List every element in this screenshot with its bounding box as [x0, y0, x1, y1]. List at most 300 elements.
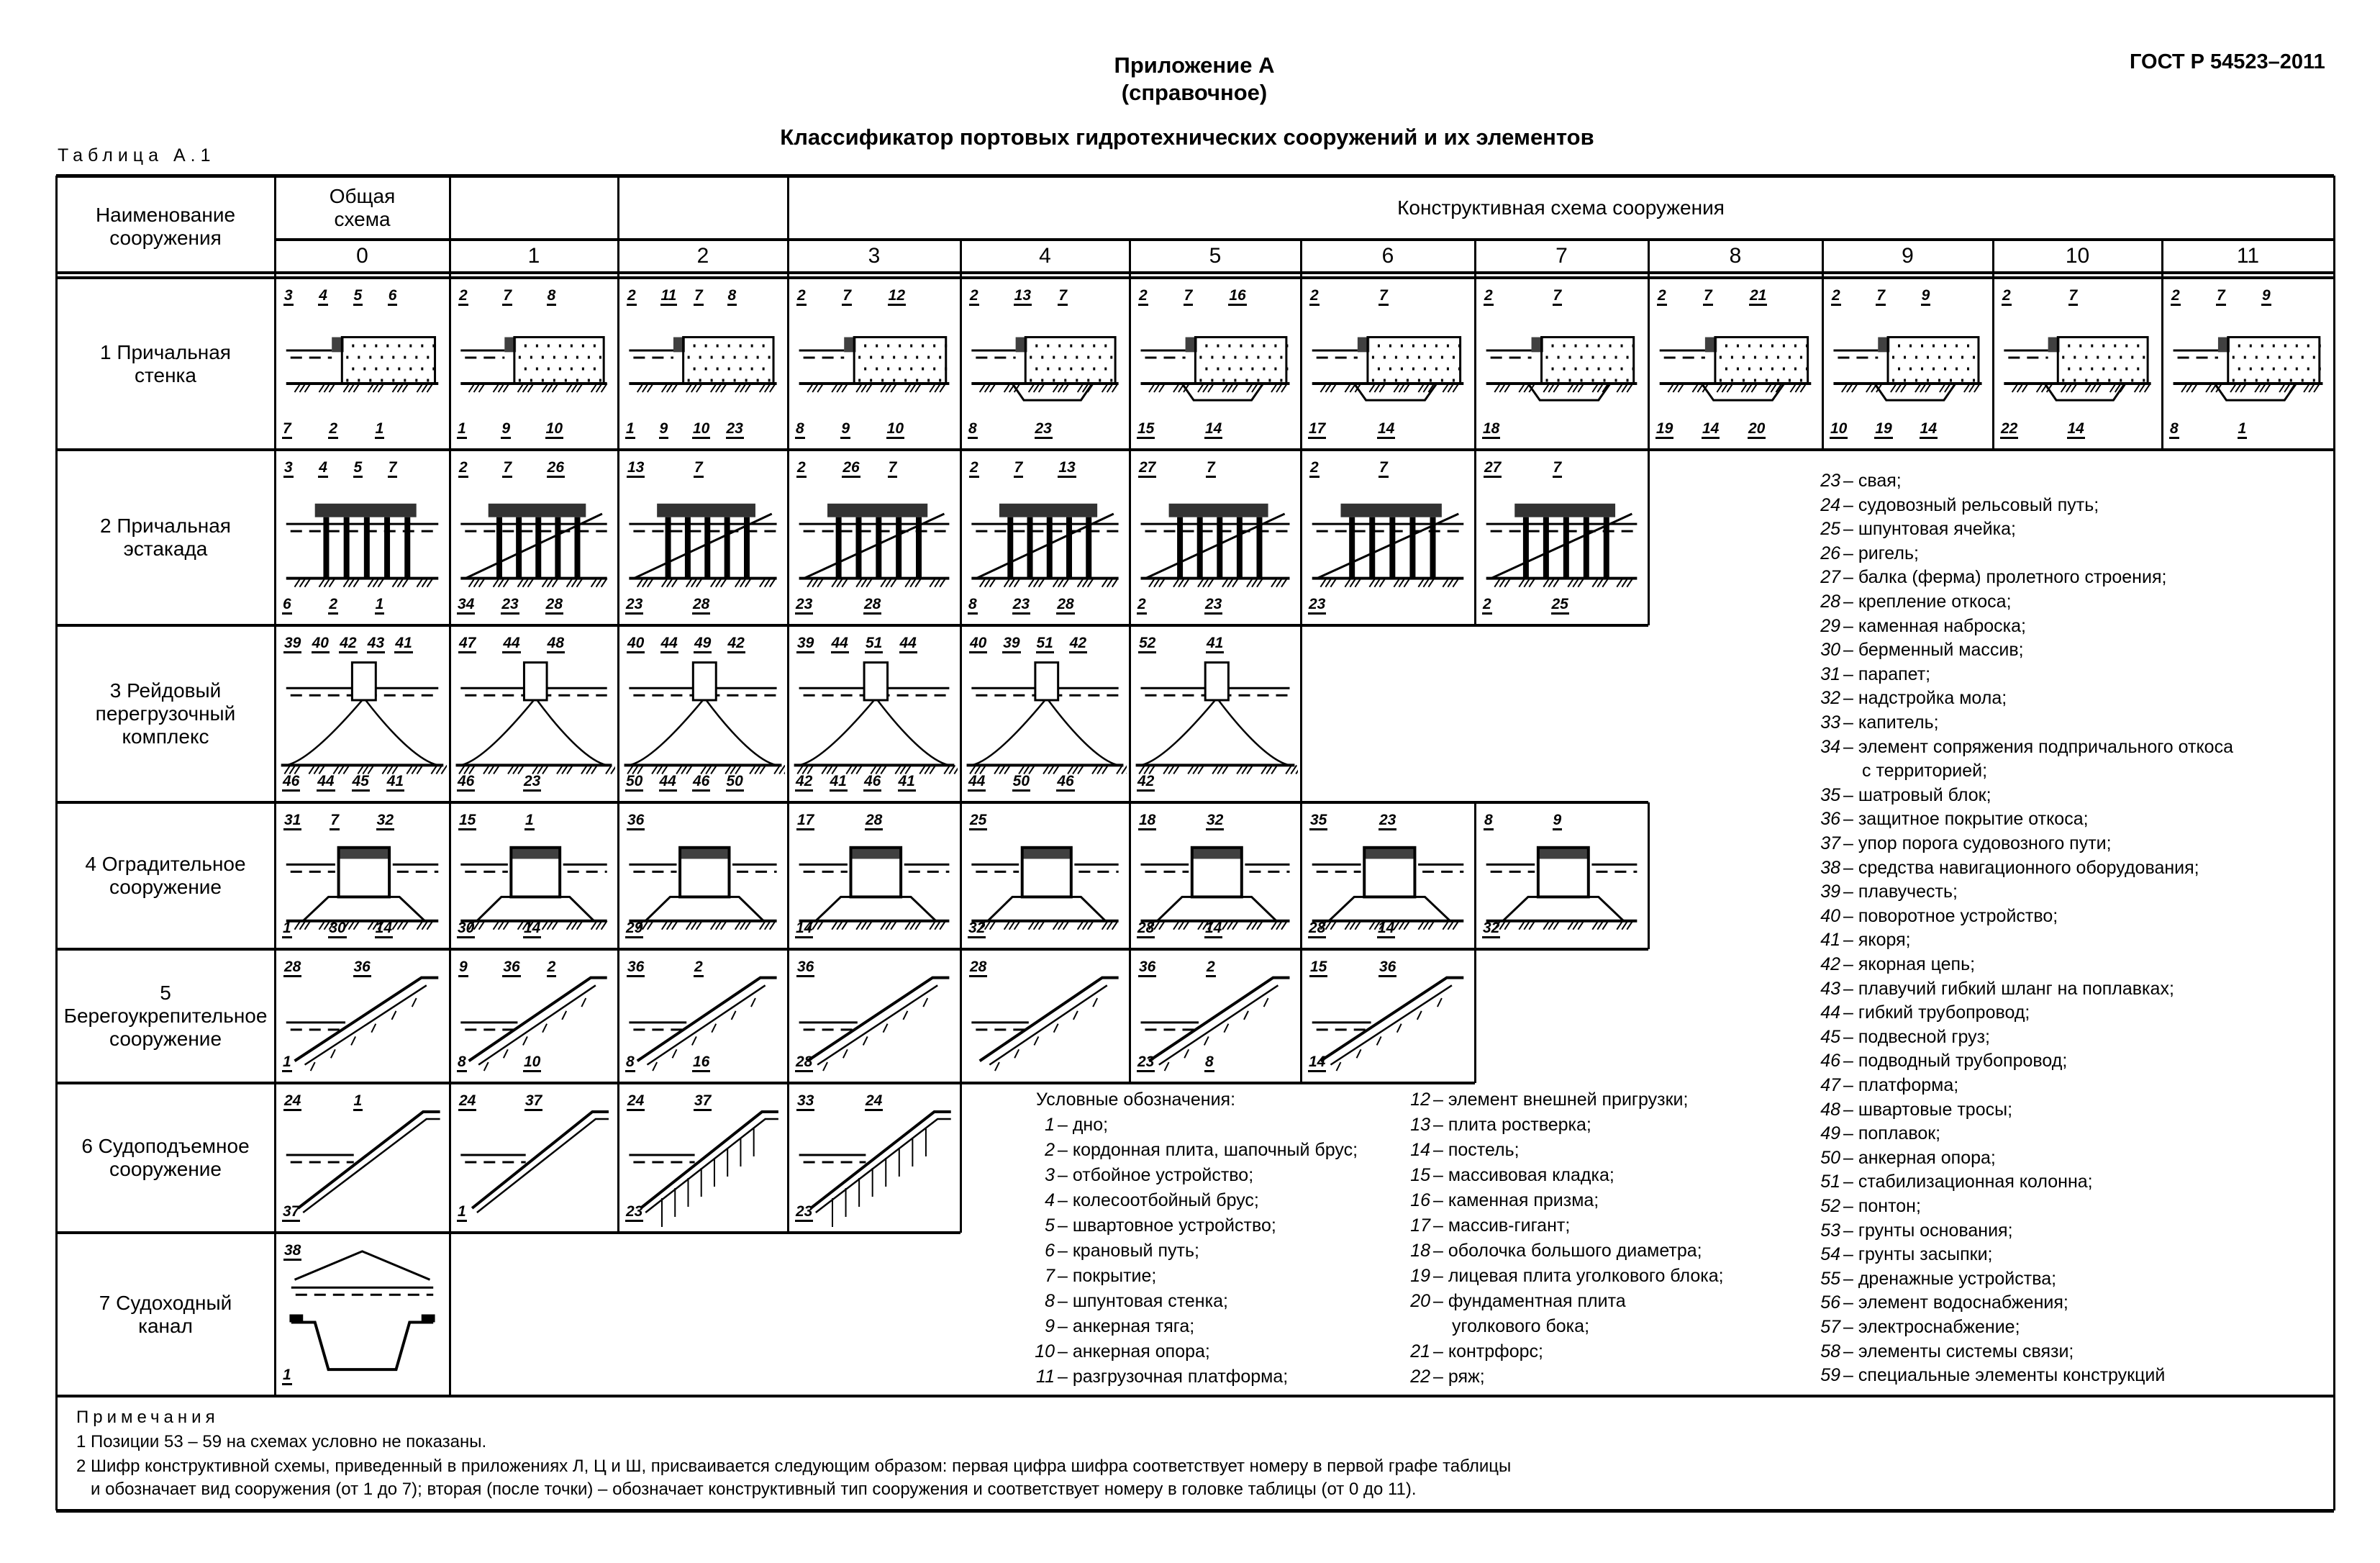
- legend-text: – крановый путь;: [1058, 1241, 1199, 1261]
- page-title: Классификатор портовых гидротехнических сооружений и их элементов: [780, 124, 1594, 150]
- callout-label: 7: [1206, 460, 1216, 478]
- legend-col3-item: [1799, 736, 2233, 758]
- legend-number: 54: [1820, 1244, 1840, 1265]
- callout-label: 1: [282, 920, 292, 938]
- callout-label: 10: [545, 421, 563, 439]
- callout-label: 2: [969, 288, 979, 306]
- legend-col3-item: [1799, 1099, 2012, 1120]
- legend-number: 8: [1045, 1291, 1055, 1311]
- callout-label: 23: [501, 597, 519, 615]
- legend-text: – балка (ферма) пролетного строения;: [1843, 567, 2167, 588]
- column-number-5: 5: [1209, 243, 1222, 268]
- legend-number: 58: [1820, 1341, 1840, 1362]
- scheme-1-9: [1825, 281, 1990, 447]
- callout-label: 22: [2000, 421, 2018, 439]
- legend-number: 29: [1820, 615, 1840, 636]
- notes-heading: Примечания: [76, 1408, 219, 1427]
- callout-label: 7: [282, 421, 292, 439]
- callout-label: 1: [524, 812, 535, 830]
- callout-label: 44: [968, 774, 986, 792]
- cell-rule: [1992, 278, 1994, 450]
- legend-text: – швартовые тросы;: [1843, 1099, 2013, 1120]
- scheme-drawing-icon: [1132, 628, 1298, 799]
- cell-rule: [1300, 949, 1302, 1083]
- scheme-2-6: [1304, 453, 1472, 622]
- callout-label: 39: [1002, 635, 1020, 653]
- column-number-4: 4: [1039, 243, 1051, 268]
- callout-label: 15: [1309, 959, 1327, 977]
- legend-col3-item: [1799, 929, 1911, 951]
- legend-text: – крепление откоса;: [1843, 592, 2012, 612]
- callout-label: 49: [694, 635, 712, 653]
- callout-label: 29: [625, 920, 643, 938]
- cell-rule: [449, 450, 451, 625]
- legend-text: – капитель;: [1843, 712, 1939, 733]
- legend-text: – контрфорс;: [1433, 1341, 1543, 1362]
- callout-label: 24: [283, 1093, 301, 1111]
- legend-title: Условные обозначения:: [1036, 1089, 1236, 1110]
- callout-label: 14: [2067, 421, 2085, 439]
- legend-number: 40: [1820, 905, 1840, 926]
- callout-label: 8: [1484, 812, 1494, 830]
- legend-col3-item: [1799, 905, 2058, 927]
- legend-number: 13: [1410, 1115, 1430, 1135]
- callout-label: 2: [969, 460, 979, 478]
- callout-label: 44: [502, 635, 520, 653]
- legend-text: – грунты засыпки;: [1843, 1244, 1993, 1265]
- legend-number: 56: [1820, 1292, 1840, 1313]
- appendix-name: Приложение А: [1114, 53, 1275, 78]
- appendix-type: (справочное): [1121, 80, 1268, 105]
- callout-label: 9: [1553, 812, 1563, 830]
- legend-text: – грунты основания;: [1843, 1220, 2013, 1241]
- callout-label: 7: [694, 288, 704, 306]
- legend-number: 24: [1820, 494, 1840, 515]
- scheme-1-10: [1996, 281, 2159, 447]
- legend-col3-item: [1799, 953, 1975, 975]
- legend-col2-item: [1389, 1366, 1485, 1387]
- cell-rule: [1300, 802, 1302, 949]
- scheme-5-6: [1304, 952, 1472, 1080]
- legend-text: – каменная призма;: [1433, 1190, 1599, 1210]
- legend-col2-item: [1389, 1114, 1591, 1136]
- legend-text: – массив-гигант;: [1433, 1215, 1571, 1236]
- scheme-5-4: [963, 952, 1127, 1080]
- callout-label: 14: [1377, 920, 1395, 938]
- table-bottom-border: [56, 1509, 2334, 1513]
- cell-rule: [1129, 625, 1131, 802]
- legend-number: 5: [1045, 1215, 1055, 1236]
- callout-label: 41: [830, 774, 848, 792]
- scheme-1-3: [791, 281, 958, 447]
- cell-rule: [960, 278, 962, 450]
- callout-label: 7: [2216, 288, 2226, 306]
- legend-col1-item: [1013, 1139, 1358, 1161]
- callout-label: 7: [1184, 288, 1194, 306]
- scheme-1-5: [1132, 281, 1298, 447]
- callout-label: 46: [692, 774, 710, 792]
- callout-label: 24: [865, 1093, 883, 1111]
- legend-text: – средства навигационного оборудования;: [1843, 857, 2199, 878]
- cell-rule: [449, 625, 451, 802]
- callout-label: 46: [863, 774, 881, 792]
- appendix-title: [1050, 52, 1338, 107]
- legend-number: 2: [1045, 1140, 1055, 1160]
- callout-label: 23: [795, 597, 813, 615]
- cell-rule: [787, 450, 789, 625]
- legend-col2-item: [1389, 1315, 1589, 1337]
- row-name-5: 5 Берегоукрепительное сооружение: [63, 982, 268, 1050]
- scheme-4-3: [791, 805, 958, 946]
- header-general-scheme: Общая схема: [329, 184, 396, 230]
- cell-rule: [787, 949, 789, 1083]
- legend-text: уголкового бока;: [1452, 1316, 1590, 1336]
- legend-text: – плавучесть;: [1843, 882, 1958, 902]
- callout-label: 2: [1138, 288, 1148, 306]
- legend-col3-item: [1799, 494, 2099, 516]
- legend-number: 34: [1820, 736, 1840, 757]
- legend-col2-item: [1389, 1341, 1543, 1362]
- legend-col3-item: [1799, 663, 1930, 685]
- callout-label: 44: [317, 774, 335, 792]
- callout-label: 1: [625, 421, 635, 439]
- legend-text: – якоря;: [1843, 930, 1911, 951]
- legend-text: – поплавок;: [1843, 1123, 1941, 1144]
- callout-label: 7: [330, 812, 340, 830]
- callout-label: 14: [1308, 1054, 1326, 1072]
- legend-col3-item: [1799, 1147, 1996, 1169]
- legend-text: – элементы системы связи;: [1843, 1341, 2074, 1362]
- callout-label: 27: [1138, 460, 1156, 478]
- legend-text: – анкерная опора;: [1058, 1341, 1210, 1362]
- cell-rule: [787, 802, 789, 949]
- legend-number: 37: [1820, 833, 1840, 853]
- legend-number: 27: [1820, 567, 1840, 588]
- legend-text: – каменная наброска;: [1843, 615, 2027, 636]
- legend-text: – якорная цепь;: [1843, 954, 1976, 974]
- scheme-6-3: [791, 1086, 958, 1230]
- callout-label: 9: [458, 959, 468, 977]
- legend-number: 30: [1820, 640, 1840, 661]
- scheme-1-8: [1651, 281, 1820, 447]
- legend-text: – надстройка мола;: [1843, 688, 2007, 709]
- legend-col3-item: [1799, 857, 2199, 879]
- table-label: Таблица А.1: [58, 145, 216, 166]
- legend-number: 41: [1820, 930, 1840, 951]
- legend-number: 12: [1410, 1089, 1430, 1110]
- callout-label: 26: [547, 460, 565, 478]
- cell-rule: [1129, 278, 1131, 450]
- callout-label: 42: [1137, 774, 1155, 792]
- callout-label: 35: [1309, 812, 1327, 830]
- callout-label: 33: [796, 1093, 814, 1111]
- legend-col3-item: [1799, 470, 1902, 491]
- callout-label: 43: [367, 635, 385, 653]
- callout-label: 1: [282, 1367, 292, 1385]
- cell-rule: [449, 278, 451, 450]
- legend-text: – элемент водоснабжения;: [1843, 1292, 2068, 1313]
- callout-label: 46: [1056, 774, 1074, 792]
- callout-label: 7: [1058, 288, 1068, 306]
- legend-text: – шпунтовая стенка;: [1058, 1291, 1228, 1311]
- callout-label: 32: [376, 812, 394, 830]
- callout-label: 6: [388, 288, 398, 306]
- scheme-7-0: [278, 1236, 447, 1393]
- legend-text: – оболочка большого диаметра;: [1433, 1241, 1702, 1261]
- legend-number: 14: [1410, 1140, 1430, 1160]
- legend-text: – берменный массив;: [1843, 640, 2024, 661]
- callout-label: 23: [726, 421, 744, 439]
- callout-label: 44: [660, 635, 678, 653]
- cell-rule: [960, 450, 962, 625]
- callout-label: 32: [968, 920, 986, 938]
- callout-label: 17: [796, 812, 814, 830]
- callout-label: 8: [547, 288, 557, 306]
- legend-number: 20: [1410, 1291, 1430, 1311]
- scheme-1-11: [2165, 281, 2331, 447]
- legend-col2-item: [1389, 1265, 1724, 1287]
- callout-label: 7: [888, 460, 898, 478]
- legend-text: – анкерная тяга;: [1058, 1316, 1195, 1336]
- callout-label: 31: [283, 812, 301, 830]
- callout-label: 1: [353, 1093, 363, 1111]
- scheme-drawing-icon: [963, 453, 1127, 622]
- callout-label: 2: [328, 597, 338, 615]
- callout-label: 9: [1921, 288, 1931, 306]
- callout-label: 32: [1482, 920, 1500, 938]
- legend-col3-item: [1799, 1123, 1940, 1144]
- scheme-drawing-icon: [791, 281, 958, 447]
- legend-col2-item: [1389, 1089, 1688, 1110]
- callout-label: 28: [1056, 597, 1074, 615]
- cell-rule: [449, 802, 451, 949]
- column-number-9: 9: [1902, 243, 1914, 268]
- legend-text: – ряж;: [1433, 1367, 1485, 1387]
- legend-text: с территорией;: [1862, 761, 1988, 782]
- callout-label: 28: [545, 597, 563, 615]
- callout-label: 50: [625, 774, 643, 792]
- callout-label: 2: [2171, 288, 2181, 306]
- legend-col2-item: [1389, 1139, 1520, 1161]
- notes-top-rule: [56, 1395, 2334, 1397]
- callout-label: 28: [1137, 920, 1155, 938]
- legend-number: 19: [1410, 1266, 1430, 1286]
- scheme-2-3: [791, 453, 958, 622]
- legend-col1-item: [1013, 1190, 1259, 1211]
- callout-label: 10: [692, 421, 710, 439]
- cell-rule: [960, 625, 962, 802]
- callout-label: 37: [694, 1093, 712, 1111]
- callout-label: 8: [795, 421, 805, 439]
- callout-label: 28: [692, 597, 710, 615]
- legend-number: 46: [1820, 1051, 1840, 1072]
- scheme-drawing-icon: [453, 453, 615, 622]
- callout-label: 19: [1874, 421, 1892, 439]
- legend-number: 51: [1820, 1172, 1840, 1192]
- callout-label: 42: [727, 635, 745, 653]
- legend-number: 49: [1820, 1123, 1840, 1144]
- legend-col3-item: [1799, 1316, 2020, 1338]
- callout-label: 2: [1309, 288, 1320, 306]
- legend-col1-item: [1013, 1164, 1253, 1186]
- note-2-continued: и обозначает вид сооружения (от 1 до 7); вторая (после точки) – обозначает конструктивный тип сооружения и соответствует номеру в головке таблицы (от 0 до 11).: [91, 1480, 1417, 1499]
- legend-text: – отбойное устройство;: [1058, 1165, 1254, 1185]
- callout-label: 10: [886, 421, 904, 439]
- scheme-3-0: [278, 628, 447, 799]
- callout-label: 6: [282, 597, 292, 615]
- scheme-2-5: [1132, 453, 1298, 622]
- scheme-4-6: [1304, 805, 1472, 946]
- legend-number: 9: [1045, 1316, 1055, 1336]
- legend-col2-item: [1389, 1190, 1599, 1211]
- legend-text: – фундаментная плита: [1433, 1291, 1626, 1311]
- legend-col1-item: [1013, 1366, 1288, 1387]
- legend-col3-item: [1799, 1364, 2165, 1386]
- legend-number: 6: [1045, 1241, 1055, 1261]
- legend-col3-item: [1799, 687, 2007, 709]
- callout-label: 40: [627, 635, 645, 653]
- callout-label: 14: [1702, 421, 1720, 439]
- legend-number: 43: [1820, 978, 1840, 999]
- callout-label: 2: [458, 460, 468, 478]
- cell-rule: [960, 1083, 962, 1233]
- callout-label: 2: [1137, 597, 1147, 615]
- callout-label: 7: [842, 288, 852, 306]
- callout-label: 32: [1206, 812, 1224, 830]
- callout-label: 26: [842, 460, 860, 478]
- legend-col3-item: [1799, 978, 2174, 1000]
- callout-label: 37: [282, 1204, 300, 1222]
- callout-label: 23: [1035, 421, 1053, 439]
- legend-number: 28: [1820, 592, 1840, 612]
- scheme-1-7: [1478, 281, 1645, 447]
- callout-label: 14: [523, 920, 541, 938]
- callout-label: 8: [968, 421, 978, 439]
- callout-label: 7: [1703, 288, 1713, 306]
- legend-text: – колесоотбойный брус;: [1058, 1190, 1259, 1210]
- column-number-0: 0: [356, 243, 368, 268]
- legend-number: 53: [1820, 1220, 1840, 1241]
- legend-number: 31: [1820, 663, 1840, 684]
- callout-label: 36: [1138, 959, 1156, 977]
- callout-label: 17: [1308, 421, 1326, 439]
- callout-label: 51: [1036, 635, 1054, 653]
- scheme-6-0: [278, 1086, 447, 1230]
- legend-number: 33: [1820, 712, 1840, 733]
- legend-col3-item: [1799, 1292, 2068, 1313]
- legend-number: 17: [1410, 1215, 1430, 1236]
- callout-label: 34: [457, 597, 475, 615]
- legend-number: 57: [1820, 1317, 1840, 1337]
- legend-text: – подводный трубопровод;: [1843, 1051, 2068, 1072]
- callout-label: 25: [1551, 597, 1569, 615]
- legend-col3-item: [1799, 1050, 2067, 1072]
- header-structure-name: Наименование сооружения: [95, 204, 236, 249]
- callout-label: 7: [502, 460, 512, 478]
- scheme-drawing-icon: [1304, 453, 1472, 622]
- legend-number: 15: [1410, 1165, 1430, 1185]
- cell-rule: [1648, 450, 1650, 625]
- callout-label: 36: [353, 959, 371, 977]
- legend-col3-item: [1799, 1220, 2013, 1241]
- cell-rule: [449, 1083, 451, 1233]
- scheme-5-2: [621, 952, 785, 1080]
- callout-label: 50: [726, 774, 744, 792]
- callout-label: 15: [458, 812, 476, 830]
- callout-label: 1: [375, 421, 385, 439]
- legend-col2-item: [1389, 1215, 1570, 1236]
- scheme-drawing-icon: [453, 281, 615, 447]
- legend-text: – кордонная плита, шапочный брус;: [1058, 1140, 1358, 1160]
- legend-number: 35: [1820, 784, 1840, 805]
- scheme-drawing-icon: [278, 453, 447, 622]
- callout-label: 38: [283, 1243, 301, 1261]
- cell-rule: [1474, 450, 1476, 625]
- scheme-1-0: [278, 281, 447, 447]
- callout-label: 20: [1748, 421, 1766, 439]
- legend-text: – элемент внешней пригрузки;: [1433, 1089, 1689, 1110]
- scheme-6-1: [453, 1086, 615, 1230]
- callout-label: 2: [1484, 288, 1494, 306]
- legend-number: 7: [1045, 1266, 1055, 1286]
- legend-text: – дренажные устройства;: [1843, 1268, 2057, 1289]
- callout-label: 24: [627, 1093, 645, 1111]
- callout-label: 5: [353, 460, 363, 478]
- column-number-1: 1: [527, 243, 540, 268]
- cell-rule: [1300, 450, 1302, 625]
- legend-text: – швартовное устройство;: [1058, 1215, 1276, 1236]
- legend-number: 4: [1045, 1190, 1055, 1210]
- callout-label: 41: [898, 774, 916, 792]
- legend-number: 18: [1410, 1241, 1430, 1261]
- document-code: ГОСТ Р 54523–2011: [2130, 50, 2325, 73]
- legend-text: – подвесной груз;: [1843, 1026, 1991, 1047]
- scheme-5-3: [791, 952, 958, 1080]
- callout-label: 48: [547, 635, 565, 653]
- callout-label: 7: [1876, 288, 1886, 306]
- column-number-7: 7: [1555, 243, 1568, 268]
- legend-text: – шпунтовая ячейка;: [1843, 519, 2016, 540]
- cell-rule: [449, 1233, 451, 1396]
- callout-label: 7: [1553, 460, 1563, 478]
- legend-number: 44: [1820, 1002, 1840, 1023]
- callout-label: 52: [1138, 635, 1156, 653]
- scheme-2-4: [963, 453, 1127, 622]
- scheme-drawing-icon: [1651, 281, 1820, 447]
- cell-rule: [1648, 278, 1650, 450]
- legend-col2-item: [1389, 1290, 1626, 1312]
- callout-label: 5: [353, 288, 363, 306]
- callout-label: 8: [457, 1054, 467, 1072]
- cell-rule: [960, 802, 962, 949]
- callout-label: 40: [312, 635, 330, 653]
- cell-rule: [2333, 278, 2335, 450]
- callout-label: 24: [458, 1093, 476, 1111]
- scheme-3-3: [791, 628, 958, 799]
- legend-col3-item: [1799, 639, 2024, 661]
- callout-label: 39: [283, 635, 301, 653]
- callout-label: 36: [627, 812, 645, 830]
- legend-col1-item: [1013, 1290, 1228, 1312]
- callout-label: 18: [1138, 812, 1156, 830]
- callout-label: 7: [1379, 288, 1389, 306]
- legend-number: 48: [1820, 1099, 1840, 1120]
- callout-label: 8: [2169, 421, 2179, 439]
- legend-text: – разгрузочная платформа;: [1058, 1367, 1289, 1387]
- callout-label: 2: [328, 421, 338, 439]
- legend-text: – лицевая плита уголкового блока;: [1433, 1266, 1724, 1286]
- callout-label: 2: [1206, 959, 1216, 977]
